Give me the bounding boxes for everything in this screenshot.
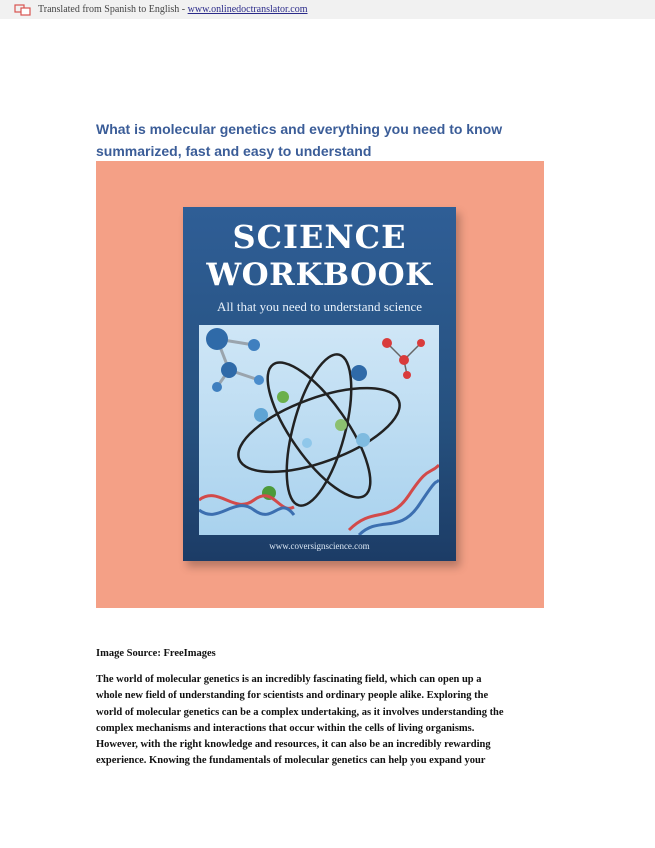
article-image: [96, 161, 544, 608]
translate-logo-icon: [14, 4, 32, 16]
page-title: [96, 118, 526, 162]
book-url: www.coversignscience.com: [269, 541, 370, 551]
book-title-workbook: WORKBOOK: [206, 257, 433, 293]
book-cover: [183, 207, 456, 561]
translation-banner-text: [38, 4, 308, 15]
paragraph-line: However, with the right knowledge and resources, it can also be an incredibly rewarding: [96, 739, 491, 751]
paragraph-line: world of molecular genetics can be a complex undertaking, as it involves understanding the: [96, 706, 504, 718]
translator-link[interactable]: www.onlinedoctranslator.com: [187, 4, 308, 15]
book-subtitle: All that you need to understand science: [216, 299, 423, 314]
paragraph-line: The world of molecular genetics is an incredibly fascinating field, which can open up a: [96, 674, 482, 685]
title-line: What is molecular genetics and everything you need to know: [96, 121, 503, 137]
paragraph-line: whole new field of understanding for scientists and ordinary people alike. Exploring the: [96, 690, 489, 702]
paragraph-line: experience. Knowing the fundamentals of molecular genetics can help you expand your: [96, 755, 486, 767]
article-paragraph: [96, 672, 558, 770]
book-title-science: SCIENCE: [232, 218, 407, 256]
image-caption: Image Source: FreeImages: [96, 648, 216, 659]
title-line: summarized, fast and easy to understand: [96, 143, 372, 159]
atom-illustration: [199, 325, 439, 535]
banner-prefix: Translated from Spanish to English -: [38, 4, 188, 15]
translation-banner: [0, 0, 655, 19]
paragraph-line: complex mechanisms and interactions that occur within the cells of living organisms.: [96, 722, 475, 734]
